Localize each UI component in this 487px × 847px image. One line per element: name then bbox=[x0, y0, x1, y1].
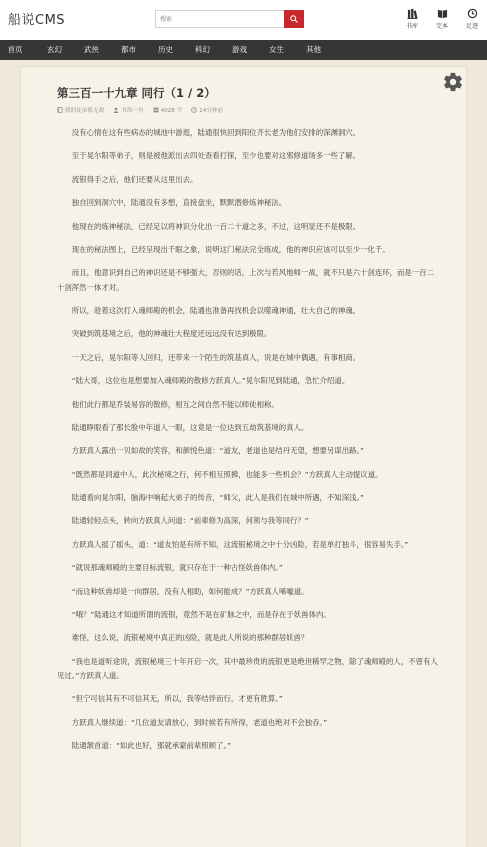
nav-item-qita[interactable]: 其他 bbox=[306, 45, 321, 54]
nav-item-wuxia[interactable]: 武侠 bbox=[84, 45, 99, 54]
paragraph: 陆通颔首道：“如此也好，那就承蒙前辈照顾了。” bbox=[71, 741, 231, 751]
nav-item-xuanhuan[interactable]: 玄幻 bbox=[47, 45, 62, 54]
settings-button[interactable] bbox=[442, 71, 464, 97]
history-link[interactable] bbox=[457, 8, 487, 30]
paragraph: 他们此行都是乔装易容的散修，相互之间自然不能以师徒相称。 bbox=[71, 399, 279, 409]
user-icon bbox=[113, 107, 119, 113]
clock-icon bbox=[191, 107, 197, 113]
site-header bbox=[0, 0, 487, 40]
paragraph: “而这种妖兽却是一向群居，没有人相助，如何能成？”方跃真人唏嘘道。 bbox=[71, 586, 309, 596]
gear-icon bbox=[442, 71, 464, 93]
paragraph: 陆通睁眼看了那长脸中年道人一眼，这竟是一位达到五劫筑基境的真人。 bbox=[71, 422, 309, 432]
finished-book-icon bbox=[437, 8, 448, 19]
paragraph: 所以，趁着这次打入魂师殿的机会，陆通也准备再找机会以噬魂神通，壮大自己的神魂。 bbox=[71, 305, 361, 315]
paragraph: 方跃真人继续道：“几位道友请放心，到时候若有所得，老道也绝对不会独吞。” bbox=[71, 717, 328, 727]
site-logo[interactable]: 船说CMS bbox=[8, 13, 66, 28]
paragraph: 方跃真人摇了摇头，道：“道友怕是有所不知，这流银秘境之中十分凶险，若是单打独斗，很容易失手。” bbox=[71, 539, 409, 549]
paragraph: “既然都是同道中人，此次秘境之行，何不相互照拂，也能多一些机会？”方跃真人主动提议道。 bbox=[71, 469, 383, 479]
nav-item-youxi[interactable]: 游戏 bbox=[232, 45, 247, 54]
paragraph: 突破到筑基境之后，他的神魂壮大程度还远远没有达到极限。 bbox=[71, 329, 272, 339]
update-time bbox=[191, 106, 223, 114]
paragraph: 流银得手之后，他们还要从这里出去。 bbox=[71, 174, 198, 184]
author-name: 书海一舟 bbox=[121, 108, 144, 114]
chapter-content bbox=[20, 66, 467, 847]
word-count-value: 4028 字 bbox=[160, 108, 183, 114]
chapter-body bbox=[57, 126, 439, 763]
author-info[interactable] bbox=[113, 106, 143, 114]
chapter-title: 第三百一十九章 同行（1 / 2） bbox=[57, 86, 216, 100]
update-time-value: 14分钟前 bbox=[199, 108, 224, 114]
document-icon bbox=[153, 107, 159, 113]
bookshelf-icon bbox=[407, 8, 418, 19]
paragraph: “但宁可信其有不可信其无，所以，我等结伴而行，才更有胜算。” bbox=[71, 694, 283, 704]
word-count bbox=[153, 106, 183, 114]
history-icon bbox=[467, 8, 478, 19]
bookshelf-label: 书库 bbox=[405, 23, 418, 30]
paragraph: 他现在的炼神秘法，已经足以将神识分化出一百二十道之多，不过，这明显还不是极限。 bbox=[71, 221, 361, 231]
paragraph: 一天之后，晃尔阳等人回归，还带来一个陌生的筑基真人，说是在城中偶遇，有事相商。 bbox=[71, 352, 361, 362]
paragraph: “我也是道听途说，流银秘境三十年开启一次，其中最珍贵的流银更是绝世稀罕之物，除了魂师殿的人，不曾有人见过。”方跃真人道。 bbox=[57, 656, 438, 680]
finished-link[interactable] bbox=[427, 8, 457, 30]
nav-item-dushi[interactable]: 都市 bbox=[121, 45, 136, 54]
nav-item-lishi[interactable]: 历史 bbox=[158, 45, 173, 54]
search-icon bbox=[290, 15, 298, 23]
header-links bbox=[397, 8, 487, 30]
paragraph: 方跃真人露出一贝如故的笑容，和颜悦色道：“道友，老道也是结丹无望，想要另谋出路。” bbox=[71, 446, 364, 456]
book-name: 我的徒弟都无敌 bbox=[65, 108, 105, 114]
search-bar bbox=[155, 10, 304, 28]
book-icon bbox=[57, 107, 63, 113]
paragraph: 而且，他意识到自己的神识还是不够强大，否则的话，上次与若风地师一战，就不只是六十剑连环，而是一百二十剑浑然一体才对。 bbox=[57, 268, 434, 292]
nav-item-nvsheng[interactable]: 女生 bbox=[269, 45, 284, 54]
bookshelf-link[interactable] bbox=[397, 8, 427, 30]
nav-item-home[interactable]: 首页 bbox=[7, 45, 23, 54]
paragraph: 难怪，这么说，流银秘境中真正的凶险，就是此人所说的那种群居妖兽？ bbox=[71, 633, 309, 643]
search-input[interactable] bbox=[155, 10, 284, 28]
paragraph: 至于晃尔阳等弟子，则是被他派出去四处查看打探，至少也要对这邪修道场多一些了解。 bbox=[71, 151, 361, 161]
paragraph: 独自回到洞穴中，陆通没有多想，直接盘坐，默默潜修炼神秘法。 bbox=[71, 198, 287, 208]
paragraph: “哦？”陆通这才知道所谓的流银，竟然不是在矿脉之中，而是存在于妖兽体内。 bbox=[71, 610, 331, 620]
nav-item-kehuan[interactable]: 科幻 bbox=[195, 45, 210, 54]
chapter-meta bbox=[57, 106, 232, 114]
paragraph: “就说那魂师殿的主要目标流银，就只存在于一种古怪妖兽体内。” bbox=[71, 563, 283, 573]
main-nav bbox=[0, 40, 487, 60]
paragraph: 陆通看向晃尔阳，脑海中响起大弟子的传音，“师父，此人是我们在城中所遇，不知深浅。” bbox=[71, 493, 364, 503]
paragraph: “陆大哥，这位也是想要加入魂师殿的散修方跃真人。”晃尔阳见到陆通，急忙介绍道。 bbox=[71, 376, 350, 386]
history-label: 足迹 bbox=[465, 23, 478, 30]
search-button[interactable] bbox=[284, 10, 304, 28]
book-link[interactable] bbox=[57, 106, 104, 114]
paragraph: 现在的秘法图上，已经呈现出千眼之象，说明这门秘法完全练成，他的神识应该可以至少一化千。 bbox=[71, 244, 390, 254]
paragraph: 没有心情在这有些病态的城池中游逛，陆通很快回到阳位齐长老为他们安排的深渊洞穴。 bbox=[71, 128, 361, 137]
finished-label: 完本 bbox=[435, 23, 448, 30]
paragraph: 陆通轻轻点头，转向方跃真人问道：“前辈修为高深，何须与我等同行？” bbox=[71, 516, 309, 526]
